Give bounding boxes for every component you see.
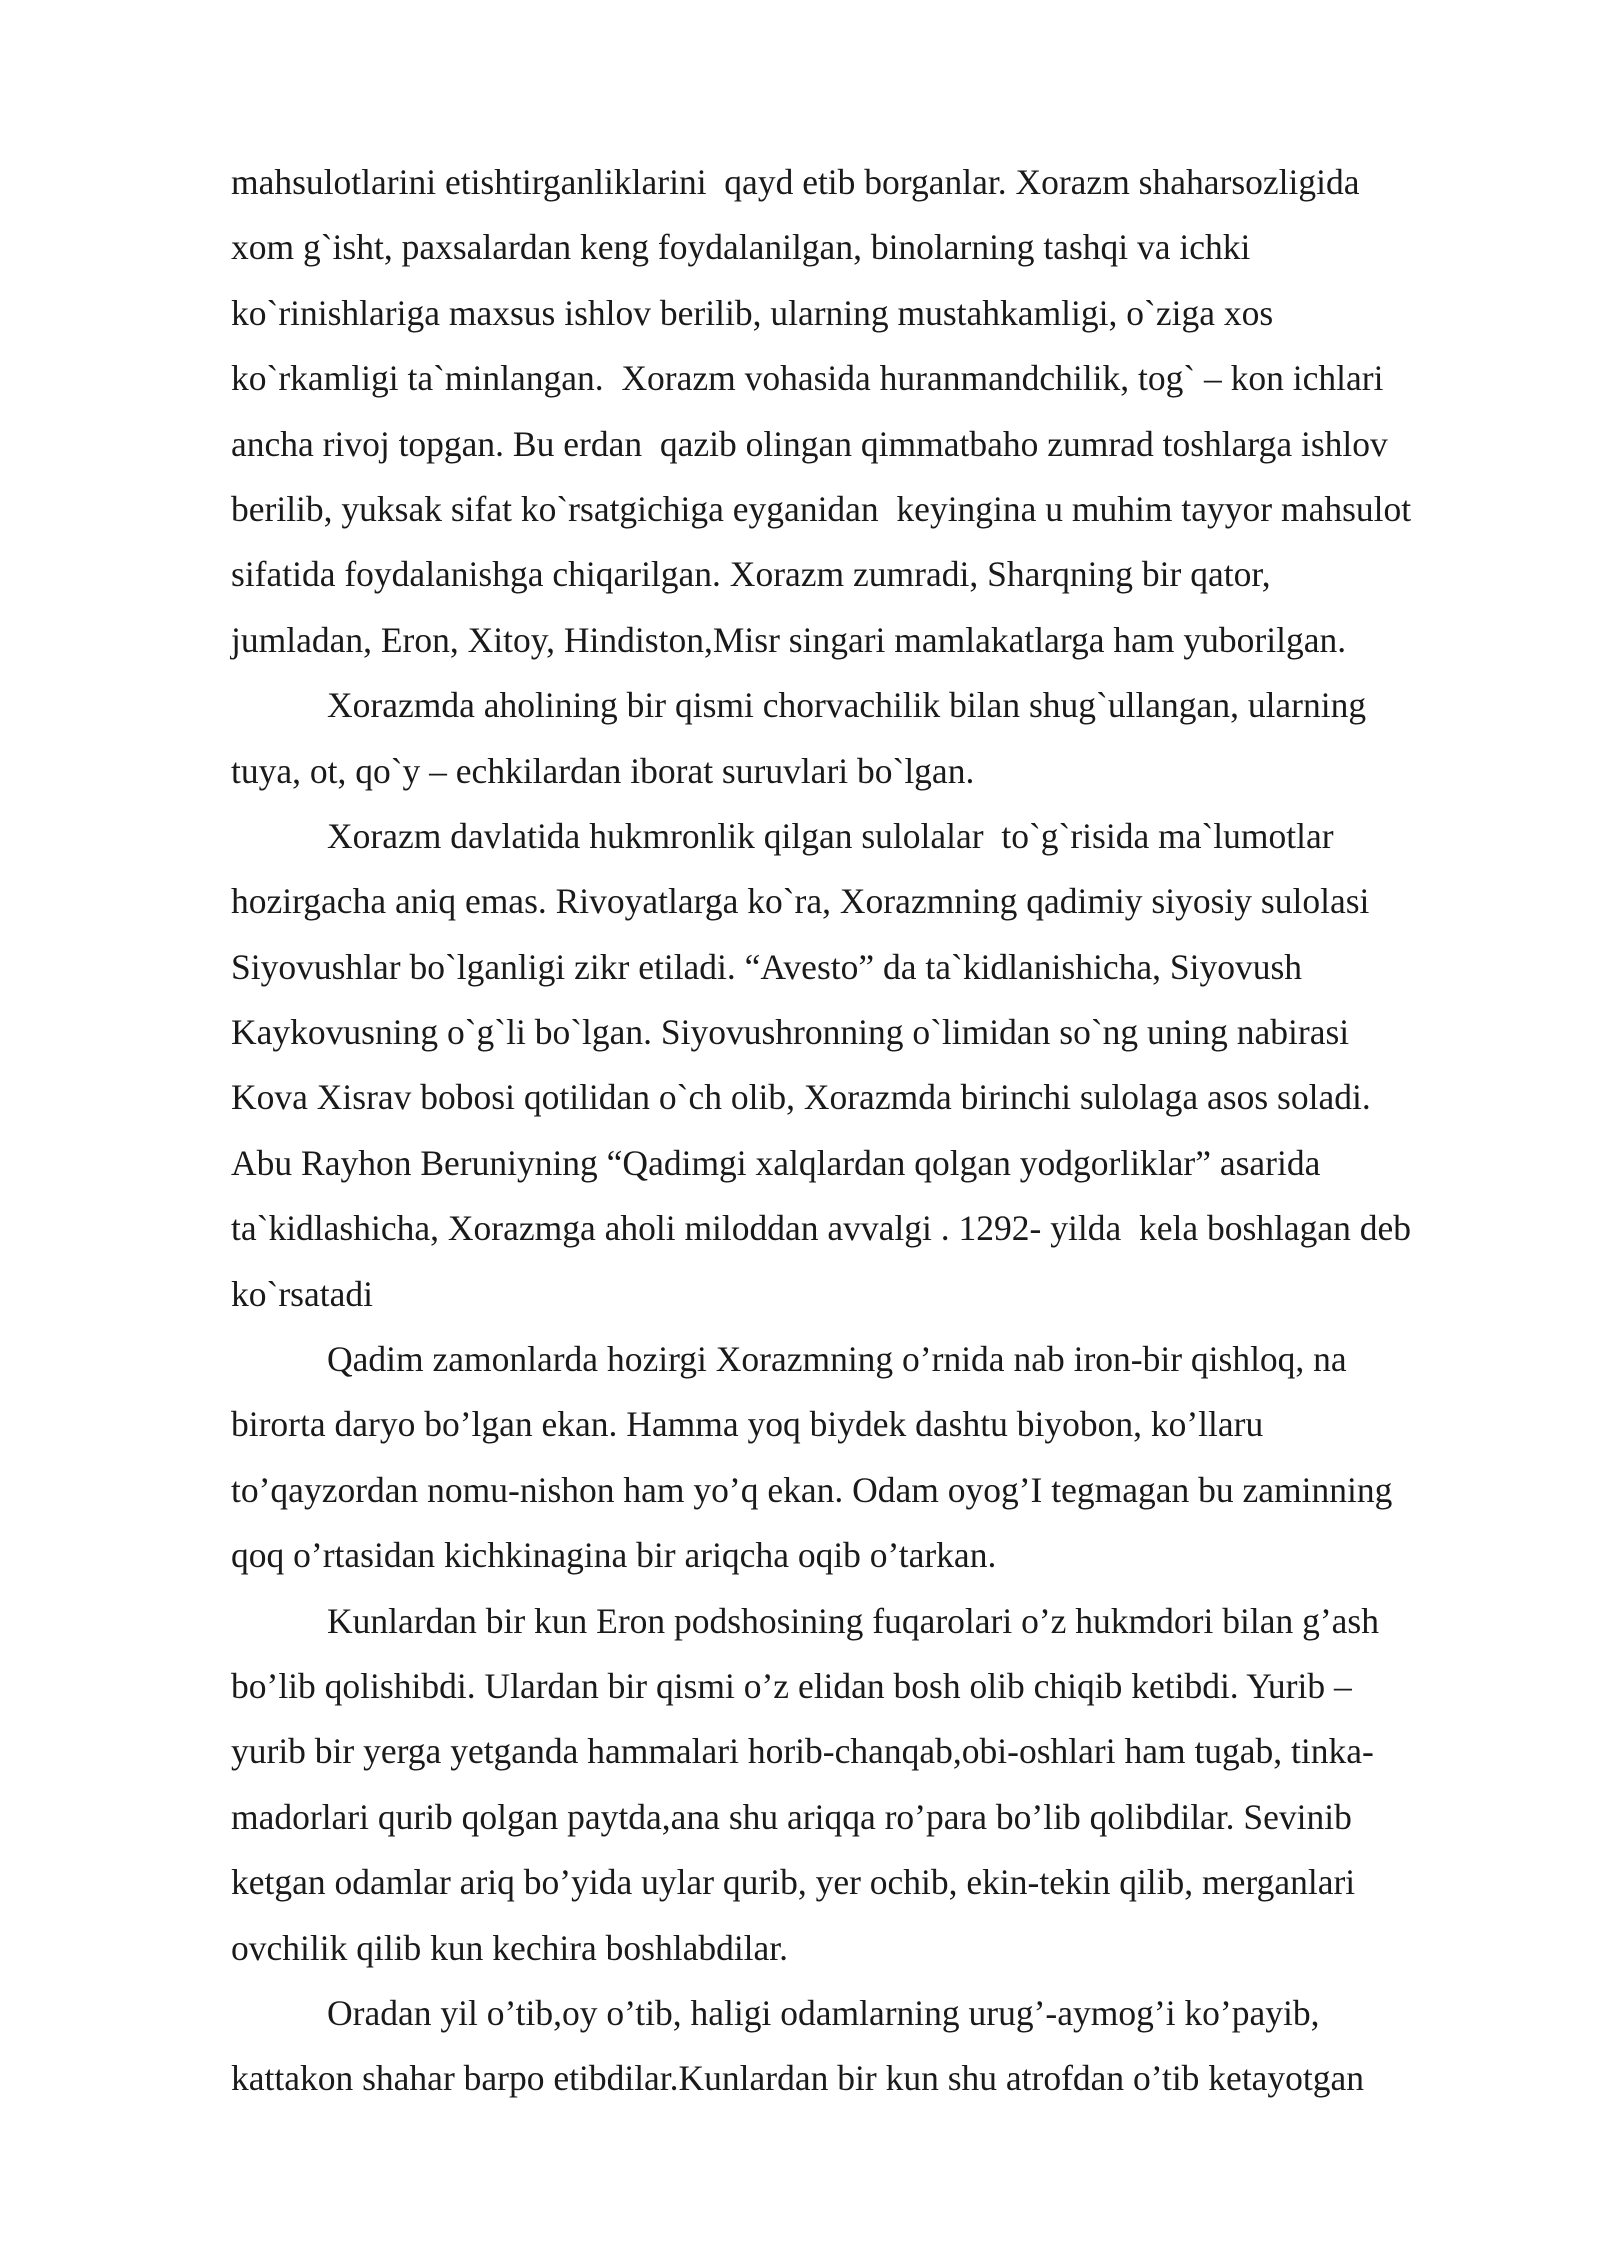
- text-line: xom g`isht, paxsalardan keng foydalanilgan, binolarning tashqi va ichki: [231, 227, 1251, 268]
- text-line: Kaykovusning o`g`li bo`lgan. Siyovushronning o`limidan so`ng uning nabirasi: [231, 1012, 1350, 1053]
- text-line: sifatida foydalanishga chiqarilgan. Xorazm zumradi, Sharqning bir qator,: [231, 554, 1271, 595]
- text-line: to’qayzordan nomu-nishon ham yo’q ekan. Odam oyog’I tegmagan bu zaminning: [231, 1469, 1393, 1510]
- text-line: ketgan odamlar ariq bo’yida uylar qurib, yer ochib, ekin-tekin qilib, merganlari: [231, 1862, 1356, 1903]
- text-line: tuya, ot, qo`y – echkilardan iborat suruvlari bo`lgan.: [231, 750, 975, 791]
- paragraph-first-line: Xorazm davlatida hukmronlik qilgan sulolalar to`g`risida ma`lumotlar: [327, 815, 1334, 856]
- text-line: bo’lib qolishibdi. Ulardan bir qismi o’z elidan bosh olib chiqib ketibdi. Yurib –: [231, 1665, 1352, 1706]
- text-line: ta`kidlashicha, Xorazmga aholi miloddan avvalgi . 1292- yilda kela boshlagan deb: [231, 1208, 1412, 1249]
- text-line: jumladan, Eron, Xitoy, Hindiston,Misr singari mamlakatlarga ham yuborilgan.: [231, 619, 1347, 660]
- text-line: ko`rinishlariga maxsus ishlov berilib, ularning mustahkamligi, o`ziga xos: [231, 292, 1274, 333]
- body-text: [231, 150, 1531, 2112]
- text-line: kattakon shahar barpo etibdilar.Kunlardan bir kun shu atrofdan o’tib ketayotgan: [231, 2058, 1365, 2099]
- text-line: ovchilik qilib kun kechira boshlabdilar.: [231, 1927, 789, 1968]
- text-line: berilib, yuksak sifat ko`rsatgichiga eyganidan keyingina u muhim tayyor mahsulot: [231, 488, 1412, 529]
- text-line: Kova Xisrav bobosi qotilidan o`ch olib, Xorazmda birinchi sulolaga asos soladi.: [231, 1077, 1371, 1118]
- text-line: ko`rsatadi: [231, 1273, 373, 1314]
- text-line: Abu Rayhon Beruniyning “Qadimgi xalqlardan qolgan yodgorliklar” asarida: [231, 1142, 1321, 1183]
- text-line: yurib bir yerga yetganda hammalari horib-chanqab,obi-oshlari ham tugab, tinka-: [231, 1731, 1374, 1772]
- text-line: hozirgacha aniq emas. Rivoyatlarga ko`ra, Xorazmning qadimiy siyosiy sulolasi: [231, 881, 1370, 922]
- text-line: madorlari qurib qolgan paytda,ana shu ariqqa ro’para bo’lib qolibdilar. Sevinib: [231, 1796, 1352, 1837]
- text-line: birorta daryo bo’lgan ekan. Hamma yoq biydek dashtu biyobon, ko’llaru: [231, 1404, 1264, 1445]
- paragraph-first-line: Oradan yil o’tib,oy o’tib, haligi odamlarning urug’-aymog’i ko’payib,: [327, 1992, 1320, 2033]
- text-line: Siyovushlar bo`lganligi zikr etiladi. “Avesto” da ta`kidlanishicha, Siyovush: [231, 946, 1303, 987]
- text-line: ancha rivoj topgan. Bu erdan qazib olingan qimmatbaho zumrad toshlarga ishlov: [231, 423, 1388, 464]
- text-line: ko`rkamligi ta`minlangan. Xorazm vohasida huranmandchilik, tog` – kon ichlari: [231, 358, 1384, 399]
- text-line: qoq o’rtasidan kichkinagina bir ariqcha oqib o’tarkan.: [231, 1535, 997, 1576]
- paragraph-first-line: Kunlardan bir kun Eron podshosining fuqarolari o’z hukmdori bilan g’ash: [327, 1600, 1379, 1641]
- paragraph-first-line: Qadim zamonlarda hozirgi Xorazmning o’rnida nab iron-bir qishloq, na: [327, 1339, 1347, 1380]
- text-line: mahsulotlarini etishtirganliklarini qayd etib borganlar. Xorazm shaharsozligida: [231, 162, 1360, 202]
- paragraph-first-line: Xorazmda aholining bir qismi chorvachilik bilan shug`ullangan, ularning: [327, 685, 1367, 726]
